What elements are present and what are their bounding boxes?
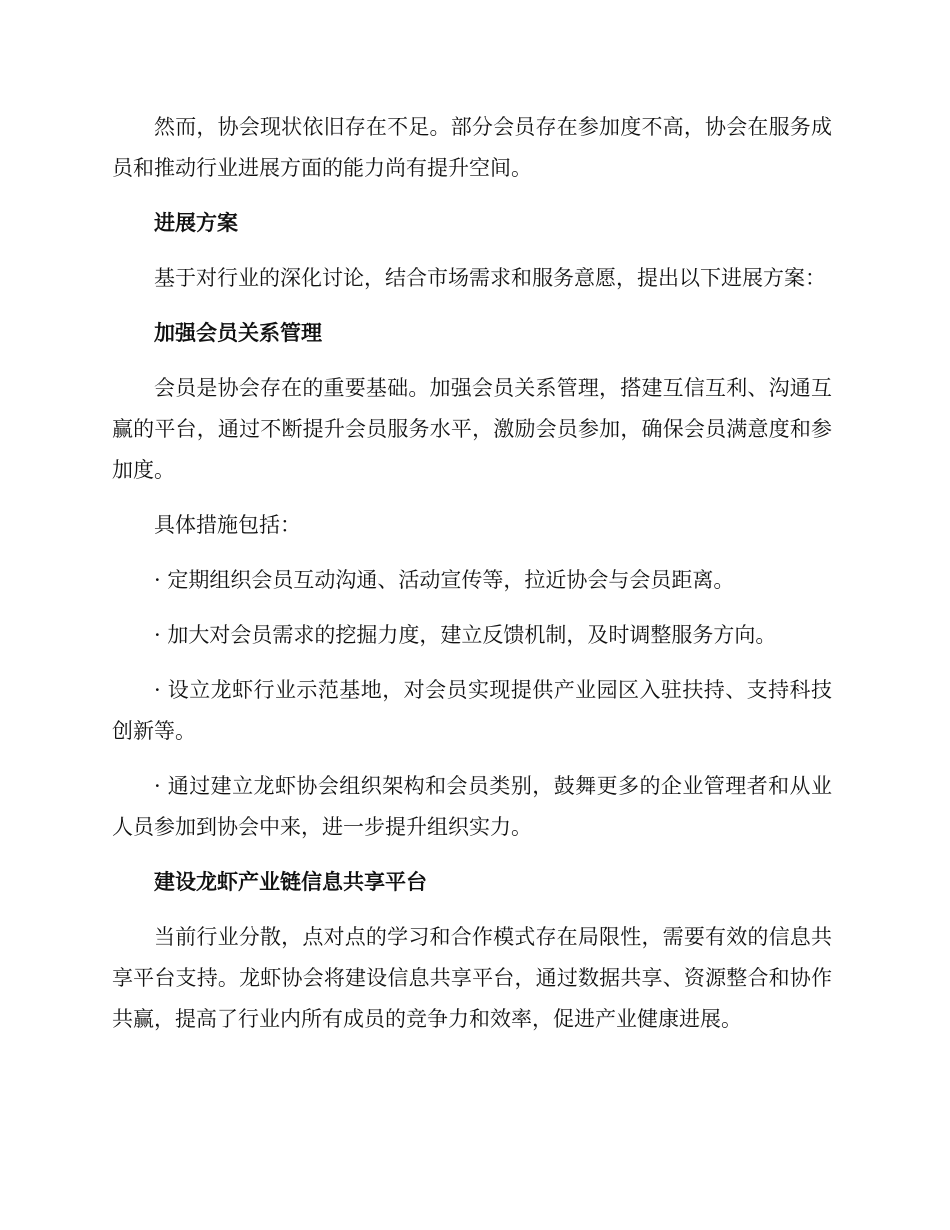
bullet-item: · 定期组织会员互动沟通、活动宣传等，拉近协会与会员距离。 (154, 568, 735, 592)
heading-plan: 进展方案 (154, 211, 238, 235)
paragraph-member-management: 会员是协会存在的重要基础。加强会员关系管理，搭建互信互利、沟通互赢的平台，通过不断提升会员服务水平，激励会员参加，确保会员满意度和参加度。 (112, 376, 832, 482)
paragraph-info-platform: 当前行业分散，点对点的学习和合作模式存在局限性，需要有效的信息共享平台支持。龙虾协会将建设信息共享平台，通过数据共享、资源整合和协作共赢，提高了行业内所有成员的竞争力和效率，促进产业健康进展。 (112, 925, 832, 1031)
bullet-item: · 加大对会员需求的挖掘力度，建立反馈机制，及时调整服务方向。 (154, 623, 777, 647)
paragraph-status: 然而，协会现状依旧存在不足。部分会员存在参加度不高，协会在服务成员和推动行业进展方面的能力尚有提升空间。 (112, 115, 832, 180)
bullet-item: · 设立龙虾行业示范基地，对会员实现提供产业园区入驻扶持、支持科技创新等。 (112, 678, 832, 743)
heading-info-platform: 建设龙虾产业链信息共享平台 (154, 870, 427, 894)
document-page (112, 107, 832, 1040)
heading-member-management: 加强会员关系管理 (154, 321, 322, 345)
paragraph-plan-intro: 基于对行业的深化讨论，结合市场需求和服务意愿，提出以下进展方案： (154, 266, 826, 290)
paragraph-measures-intro: 具体措施包括： (154, 513, 301, 537)
bullet-item: · 通过建立龙虾协会组织架构和会员类别，鼓舞更多的企业管理者和从业人员参加到协会中来，进一步提升组织实力。 (112, 774, 832, 839)
